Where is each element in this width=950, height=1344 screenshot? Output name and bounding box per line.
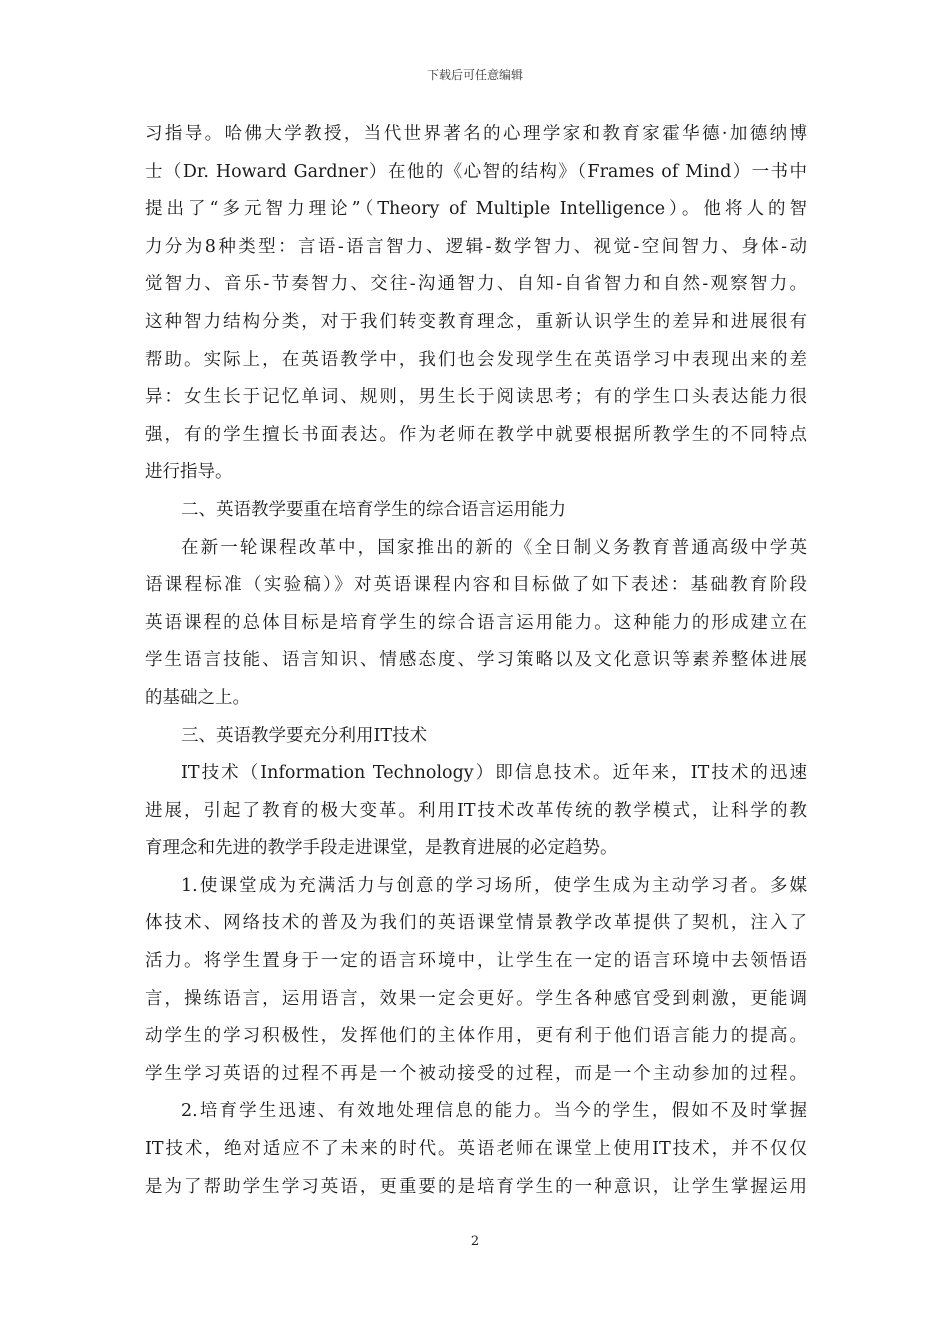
text-line: 活力。将学生置身于一定的语言环境中，让学生在一定的语言环境中去领悟语 [145, 951, 807, 972]
text-line: 动学生的学习积极性，发挥他们的主体作用，更有利于他们语言能力的提高。 [145, 1026, 807, 1047]
section-heading: 二、英语教学要重在培育学生的综合语言运用能力 [181, 499, 566, 520]
section-heading: 三、英语教学要充分利用IT技术 [181, 725, 428, 746]
text-line: 强，有的学生擅长书面表达。作为老师在教学中就要根据所教学生的不同特点 [145, 424, 807, 445]
text-line: 习指导。哈佛大学教授，当代世界著名的心理学家和教育家霍华德·加德纳博 [145, 124, 807, 144]
text-line: 进行指导。 [145, 462, 233, 483]
text-line: 体技术、网络技术的普及为我们的英语课堂情景教学改革提供了契机，注入了 [145, 913, 807, 934]
page-number: 2 [470, 1234, 480, 1249]
text-line: 英语课程的总体目标是培育学生的综合语言运用能力。这种能力的形成建立在 [145, 612, 807, 633]
text-line: 异：女生长于记忆单词、规则，男生长于阅读思考；有的学生口头表达能力很 [145, 387, 807, 408]
text-line: 是为了帮助学生学习英语，更重要的是培育学生的一种意识，让学生掌握运用 [145, 1176, 807, 1197]
text-line: 在新一轮课程改革中，国家推出的新的《全日制义务教育普通高级中学英 [181, 537, 807, 558]
text-line: 言，操练语言，运用语言，效果一定会更好。学生各种感官受到刺激，更能调 [145, 988, 807, 1009]
page-header: 下载后可任意编辑 [426, 68, 523, 82]
text-line: 1.使课堂成为充满活力与创意的学习场所，使学生成为主动学习者。多媒 [181, 875, 807, 896]
text-line: 提出了“多元智力理论”（Theory of Multiple Intelligence）。他将人的智 [145, 199, 807, 220]
text-line: 力分为8种类型：言语-语言智力、逻辑-数学智力、视觉-空间智力、身体-动 [145, 236, 807, 257]
text-line: 进展，引起了教育的极大变革。利用IT技术改革传统的教学模式，让科学的教 [145, 800, 807, 821]
text-line: 2.培育学生迅速、有效地处理信息的能力。当今的学生，假如不及时掌握 [181, 1101, 807, 1122]
text-line: 觉智力、音乐-节奏智力、交往-沟通智力、自知-自省智力和自然-观察智力。 [145, 274, 807, 295]
text-line: 育理念和先进的教学手段走进课堂，是教育进展的必定趋势。 [145, 838, 618, 859]
text-line: 学生语言技能、语言知识、情感态度、学习策略以及文化意识等素养整体进展 [145, 650, 807, 671]
text-line: IT技术（Information Technology）即信息技术。近年来，IT技术的迅速 [181, 763, 807, 784]
text-line: 这种智力结构分类，对于我们转变教育理念，重新认识学生的差异和进展很有 [145, 311, 807, 332]
text-line: 士（Dr. Howard Gardner）在他的《心智的结构》（Frames of Mind）一书中 [145, 161, 807, 182]
document-body [145, 116, 807, 1206]
text-line: 学生学习英语的过程不再是一个被动接受的过程，而是一个主动参加的过程。 [145, 1063, 807, 1084]
text-line: 语课程标准（实验稿）》对英语课程内容和目标做了如下表述：基础教育阶段 [145, 575, 807, 596]
text-line: 帮助。实际上，在英语教学中，我们也会发现学生在英语学习中表现出来的差 [145, 349, 807, 370]
text-line: 的基础之上。 [145, 687, 250, 708]
text-line: IT技术，绝对适应不了未来的时代。英语老师在课堂上使用IT技术，并不仅仅 [145, 1139, 807, 1160]
